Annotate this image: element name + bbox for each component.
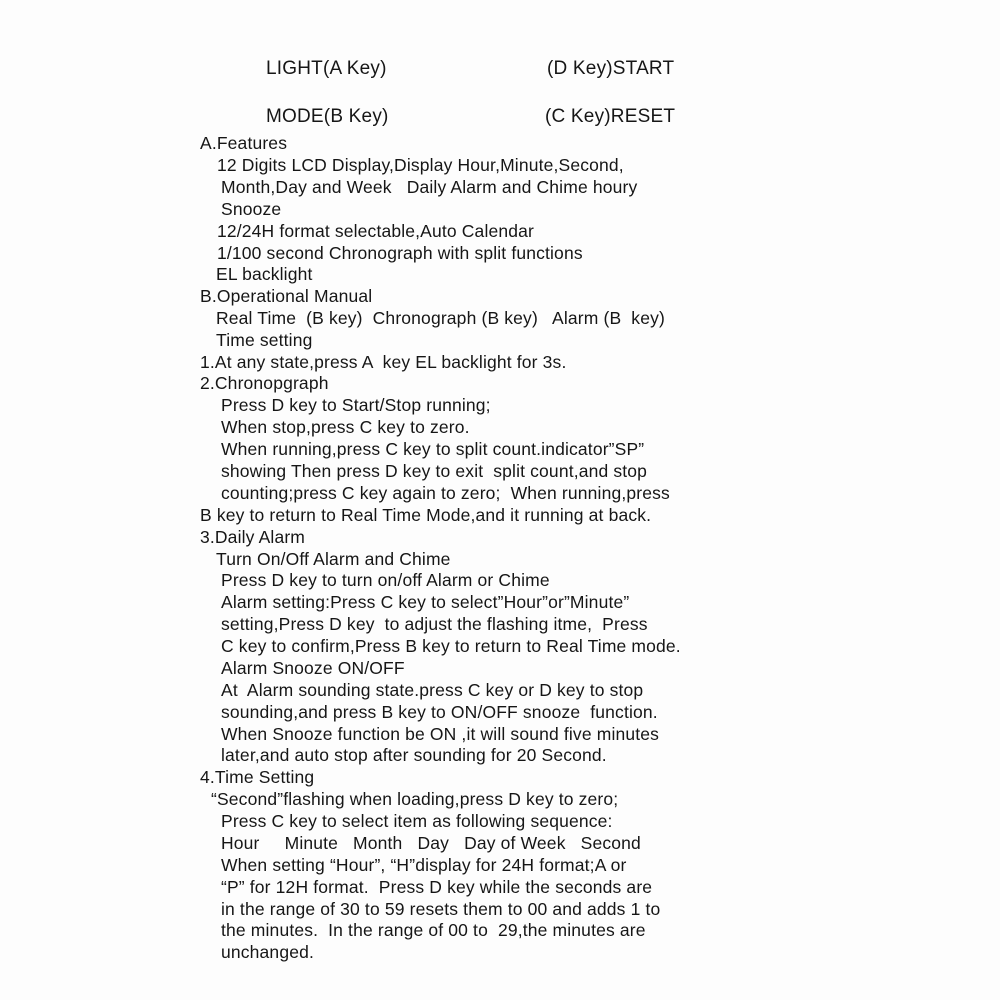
start-key-label: (D Key)START: [547, 58, 675, 79]
text-line: in the range of 30 to 59 resets them to 00 and adds 1 to: [221, 899, 661, 919]
light-key-label: LIGHT(A Key): [266, 58, 387, 79]
text-line: later,and auto stop after sounding for 20 Second.: [221, 745, 607, 765]
text-line: EL backlight: [216, 264, 313, 284]
text-line: counting;press C key again to zero; When running,press: [221, 483, 670, 503]
daily-alarm-heading: 3.Daily Alarm: [200, 527, 306, 547]
operational-manual-heading: B.Operational Manual: [200, 286, 373, 306]
text-line: the minutes. In the range of 00 to 29,the minutes are: [221, 920, 646, 940]
text-line: Month,Day and Week Daily Alarm and Chime houry: [221, 177, 638, 197]
chronograph-heading: 2.Chronopgraph: [200, 373, 329, 393]
text-line: When stop,press C key to zero.: [221, 417, 470, 437]
text-line: When Snooze function be ON ,it will sound five minutes: [221, 724, 660, 744]
text-line: Snooze: [221, 199, 282, 219]
text-line: 12 Digits LCD Display,Display Hour,Minute,Second,: [217, 155, 624, 175]
text-line: 1/100 second Chronograph with split functions: [217, 243, 583, 263]
text-line: Hour Minute Month Day Day of Week Second: [221, 833, 641, 853]
text-line: Press C key to select item as following sequence:: [221, 811, 613, 831]
reset-key-label: (C Key)RESET: [545, 106, 676, 127]
features-heading: A.Features: [200, 133, 288, 153]
text-line: “Second”flashing when loading,press D key to zero;: [211, 789, 619, 809]
text-line: 12/24H format selectable,Auto Calendar: [217, 221, 534, 241]
text-line: unchanged.: [221, 942, 314, 962]
text-line: Time setting: [216, 330, 313, 350]
text-line: Alarm setting:Press C key to select”Hour”or”Minute”: [221, 592, 630, 612]
text-line: Press D key to Start/Stop running;: [221, 395, 491, 415]
mode-key-label: MODE(B Key): [266, 106, 389, 127]
text-line: Real Time (B key) Chronograph (B key) Alarm (B key): [216, 308, 665, 328]
text-line: 1.At any state,press A key EL backlight for 3s.: [200, 352, 567, 372]
text-line: C key to confirm,Press B key to return to Real Time mode.: [221, 636, 681, 656]
text-line: Turn On/Off Alarm and Chime: [216, 549, 451, 569]
text-line: Press D key to turn on/off Alarm or Chime: [221, 570, 550, 590]
text-line: When running,press C key to split count.indicator”SP”: [221, 439, 645, 459]
text-line: “P” for 12H format. Press D key while the seconds are: [221, 877, 653, 897]
text-line: setting,Press D key to adjust the flashing itme, Press: [221, 614, 648, 634]
time-setting-heading: 4.Time Setting: [200, 767, 315, 787]
text-line: When setting “Hour”, “H”display for 24H format;A or: [221, 855, 627, 875]
text-line: Alarm Snooze ON/OFF: [221, 658, 405, 678]
text-line: showing Then press D key to exit split count,and stop: [221, 461, 648, 481]
text-line: At Alarm sounding state.press C key or D key to stop: [221, 680, 644, 700]
text-line: sounding,and press B key to ON/OFF snooze function.: [221, 702, 658, 722]
text-line: B key to return to Real Time Mode,and it running at back.: [200, 505, 652, 525]
